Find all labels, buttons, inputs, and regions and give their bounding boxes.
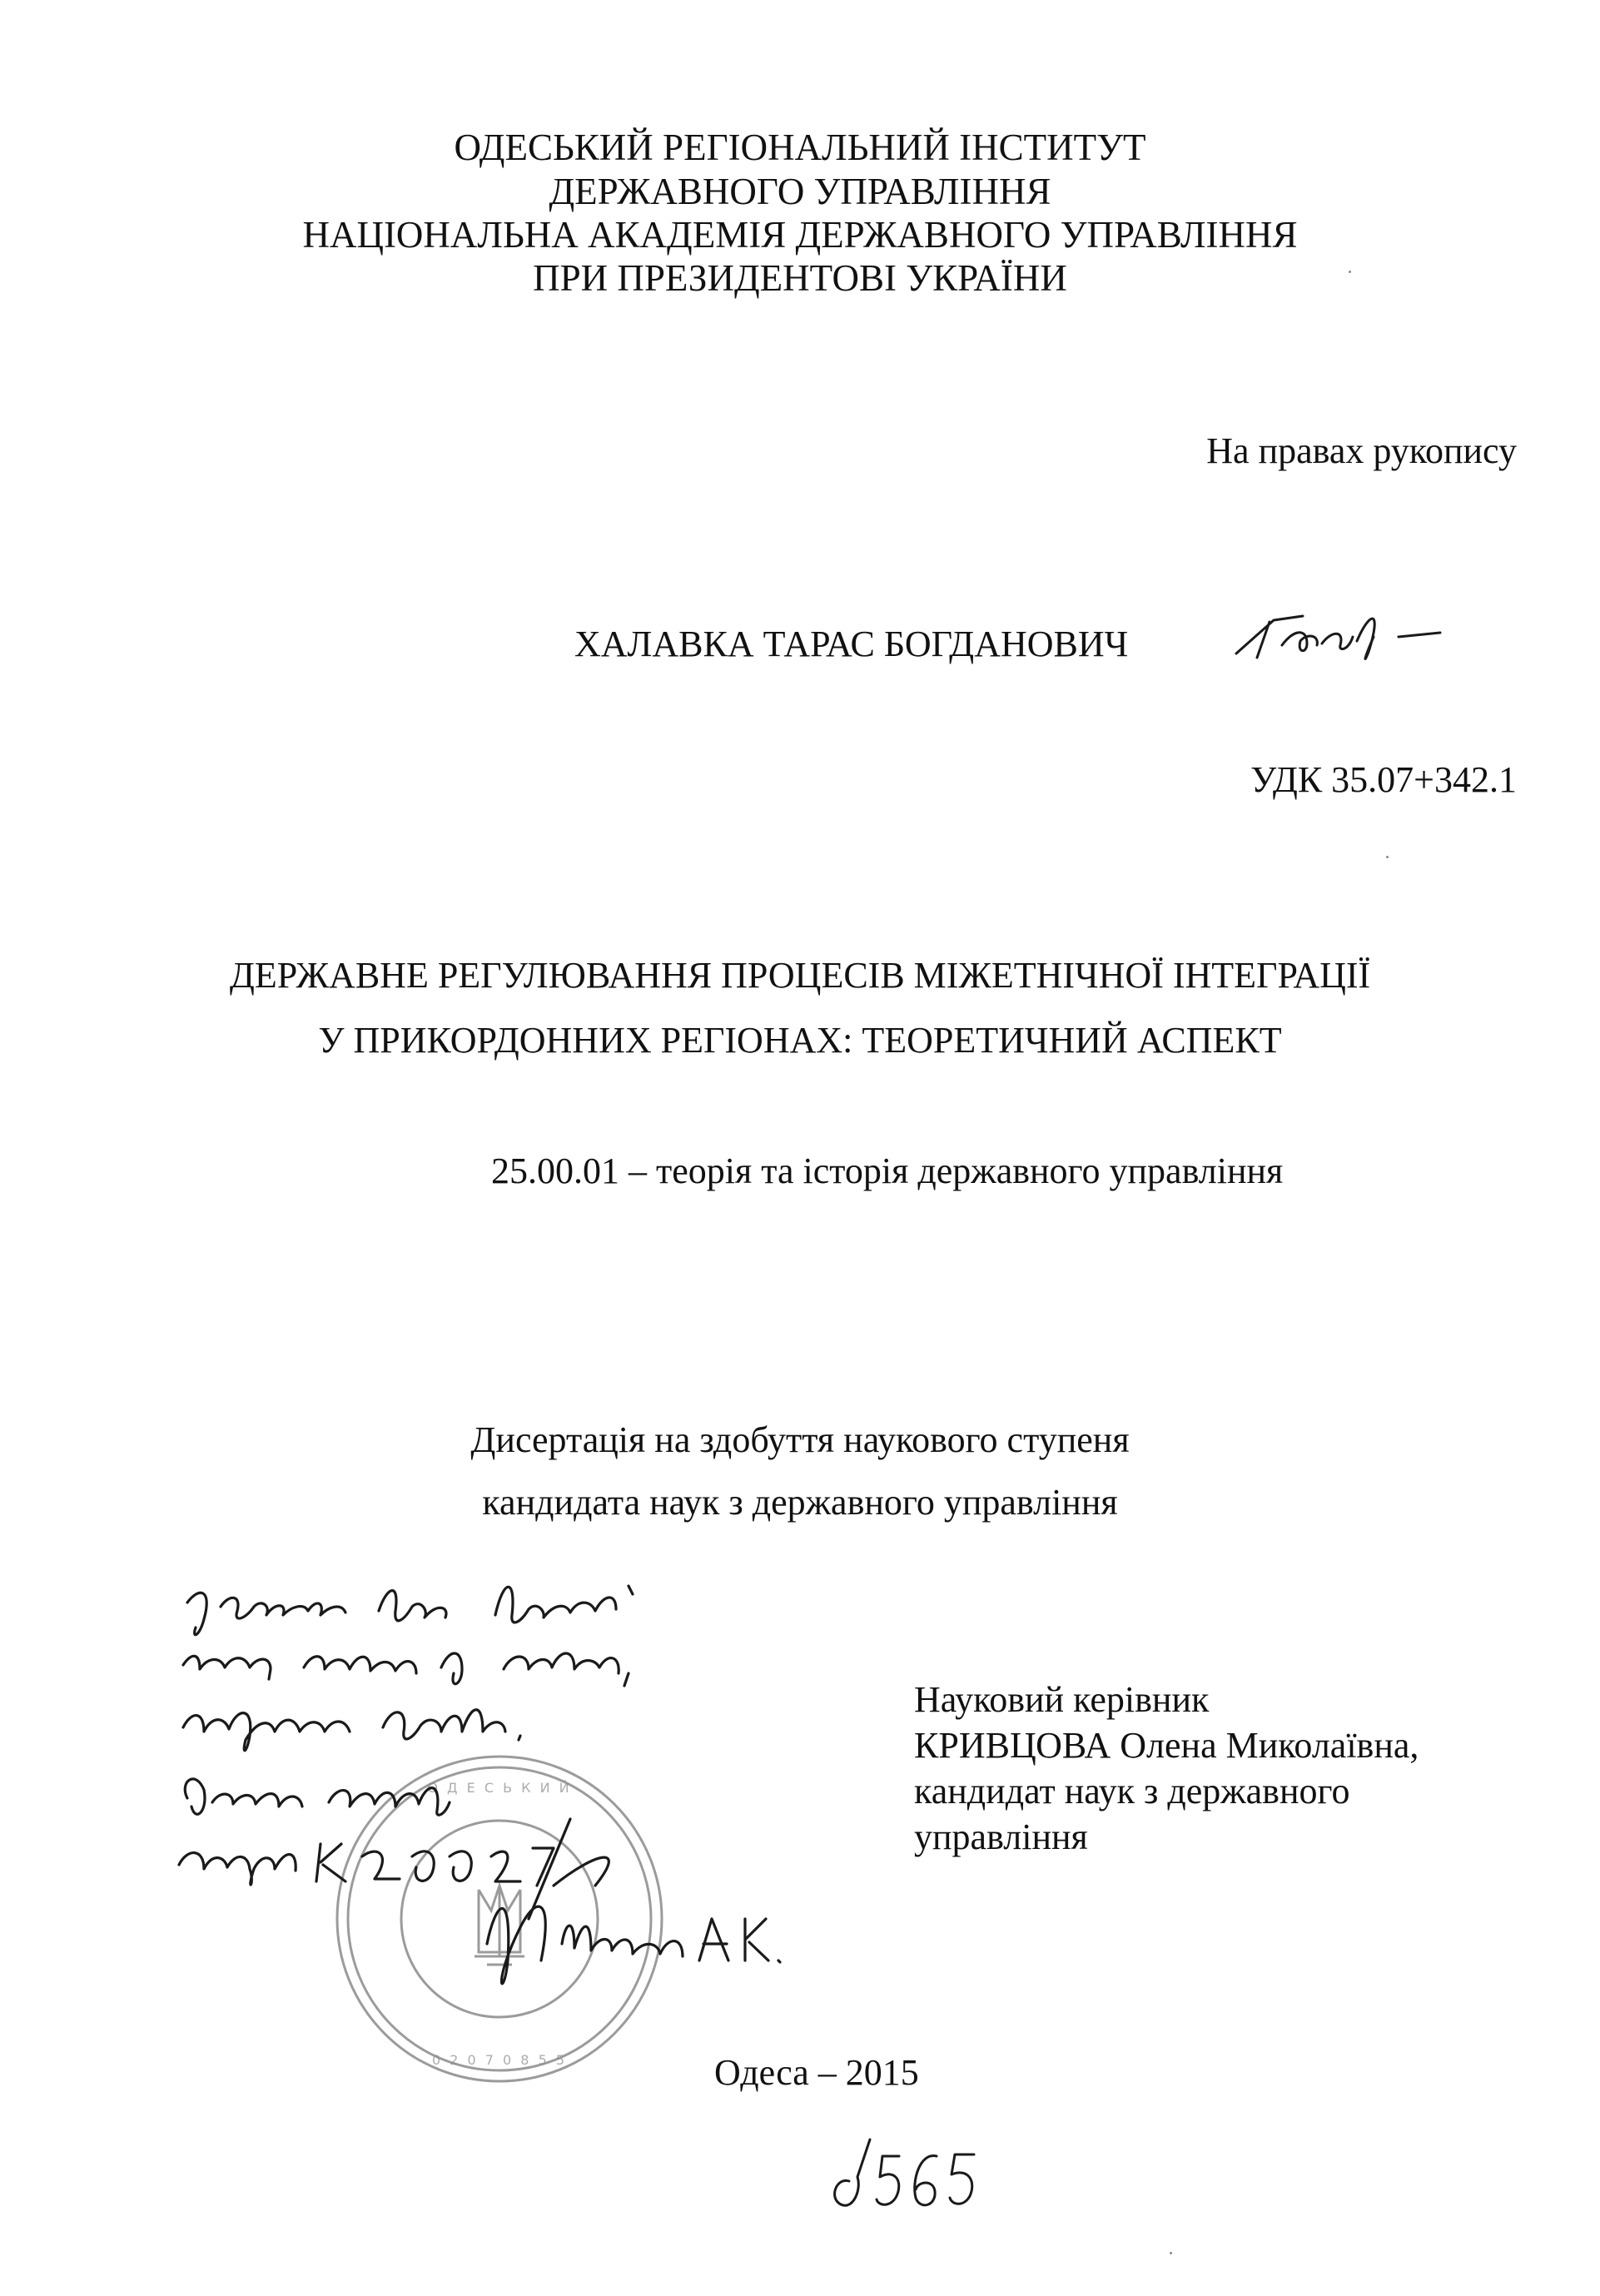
svg-text:0 2 0 7 0 8 5 5: 0 2 0 7 0 8 5 5 xyxy=(431,2052,568,2068)
author-name: ХАЛАВКА ТАРАС БОГДАНОВИЧ xyxy=(574,624,1129,664)
thesis-title-line-2: У ПРИКОРДОННИХ РЕГІОНАХ: ТЕОРЕТИЧНИЙ АСПЕКТ xyxy=(318,1020,1282,1061)
thesis-title-line-1: ДЕРЖАВНЕ РЕГУЛЮВАННЯ ПРОЦЕСІВ МІЖЕТНІЧНОЇ ІНТЕГРАЦІЇ xyxy=(229,955,1371,996)
udc-code: УДК 35.07+342.1 xyxy=(1250,759,1517,800)
manuscript-note: На правах рукопису xyxy=(1206,430,1517,471)
supervisor-title-line-2: управління xyxy=(914,1816,1088,1857)
scan-speck xyxy=(1170,2252,1172,2254)
archive-mark xyxy=(820,2131,986,2223)
header-line-institute: ОДЕСЬКИЙ РЕГІОНАЛЬНИЙ ІНСТИТУТ xyxy=(454,127,1146,168)
place-and-year: Одеса – 2015 xyxy=(714,2052,919,2093)
scan-speck xyxy=(1386,856,1389,858)
author-signature xyxy=(1224,595,1465,670)
supervisor-title-line-1: кандидат наук з державного xyxy=(914,1771,1350,1811)
official-stamp xyxy=(325,1744,674,2094)
degree-line-2: кандидата наук з державного управління xyxy=(482,1482,1118,1523)
degree-line-1: Дисертація на здобуття наукового ступеня xyxy=(470,1419,1130,1460)
svg-text:О Д Е С Ь К И Й: О Д Е С Ь К И Й xyxy=(427,1780,572,1796)
supervisor-name: КРИВЦОВА Олена Миколаївна, xyxy=(914,1725,1419,1766)
header-line-administration: ДЕРЖАВНОГО УПРАВЛІННЯ xyxy=(549,171,1051,212)
header-line-academy: НАЦІОНАЛЬНА АКАДЕМІЯ ДЕРЖАВНОГО УПРАВЛІННЯ xyxy=(302,214,1298,256)
header-line-president: ПРИ ПРЕЗИДЕНТОВІ УКРАЇНИ xyxy=(533,257,1067,299)
specialty-code: 25.00.01 – теорія та історія державного управління xyxy=(491,1150,1284,1191)
scan-speck xyxy=(1349,271,1351,273)
supervisor-label: Науковий керівник xyxy=(914,1679,1210,1720)
